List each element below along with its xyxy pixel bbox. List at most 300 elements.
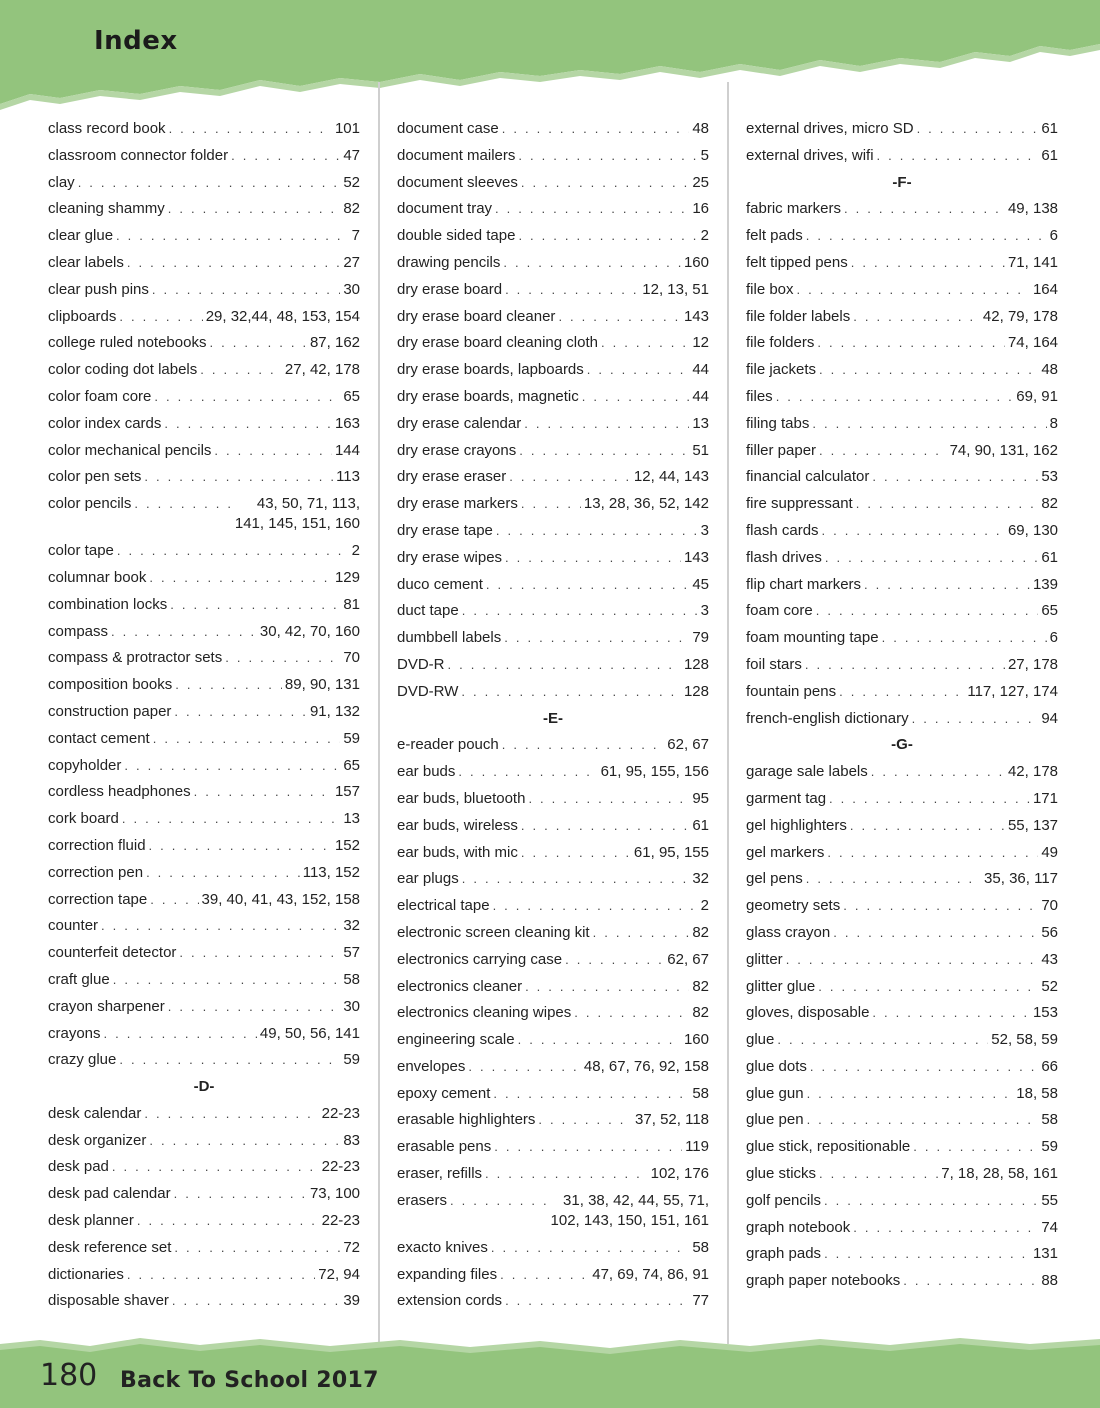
entry-pages: 82 bbox=[692, 923, 709, 941]
dot-leader bbox=[494, 1134, 682, 1161]
entry-term: clear labels bbox=[48, 253, 124, 271]
dot-leader bbox=[448, 652, 681, 679]
index-entry bbox=[746, 840, 1058, 867]
entry-pages: 61 bbox=[1041, 146, 1058, 164]
dot-leader bbox=[822, 518, 1005, 545]
index-entry bbox=[48, 1101, 360, 1128]
index-entry bbox=[397, 143, 709, 170]
entry-term: dry erase eraser bbox=[397, 468, 507, 486]
index-entry bbox=[746, 143, 1058, 170]
entry-term: compass & protractor sets bbox=[48, 649, 223, 667]
entry-pages: 22-23 bbox=[321, 1212, 360, 1230]
dot-leader bbox=[168, 196, 341, 223]
entry-term: electrical tape bbox=[397, 897, 490, 915]
index-entry bbox=[48, 116, 360, 143]
index-entry bbox=[746, 1027, 1058, 1054]
entry-pages: 55 bbox=[1041, 1191, 1058, 1209]
index-entry bbox=[397, 813, 709, 840]
entry-term: dry erase board bbox=[397, 280, 503, 298]
index-entry bbox=[746, 652, 1058, 679]
dot-leader bbox=[486, 572, 689, 599]
entry-pages: 65 bbox=[1041, 602, 1058, 620]
entry-term: DVD-RW bbox=[397, 682, 459, 700]
dot-leader bbox=[179, 940, 340, 967]
index-entry bbox=[397, 732, 709, 759]
entry-pages: 7 bbox=[351, 227, 360, 245]
dot-leader bbox=[104, 1021, 257, 1048]
entry-term: craft glue bbox=[48, 970, 110, 988]
entry-term: eraser, refills bbox=[397, 1165, 483, 1183]
index-entry bbox=[48, 223, 360, 250]
dot-leader bbox=[818, 974, 1038, 1001]
entry-pages: 74, 164 bbox=[1007, 334, 1058, 352]
entry-pages: 65 bbox=[343, 756, 360, 774]
entry-term: contact cement bbox=[48, 729, 150, 747]
dot-leader bbox=[231, 143, 340, 170]
dot-leader bbox=[493, 893, 698, 920]
entry-term: correction pen bbox=[48, 863, 144, 881]
dot-leader bbox=[164, 411, 332, 438]
entry-pages: 57 bbox=[343, 944, 360, 962]
entry-term: double sided tape bbox=[397, 227, 516, 245]
dot-leader bbox=[521, 840, 631, 867]
dot-leader bbox=[150, 887, 198, 914]
entry-term: fabric markers bbox=[746, 200, 842, 218]
index-entry bbox=[746, 625, 1058, 652]
entry-term: cork board bbox=[48, 810, 119, 828]
entry-term: copyholder bbox=[48, 756, 122, 774]
dot-leader bbox=[113, 967, 341, 994]
entry-term: duco cement bbox=[397, 575, 483, 593]
entry-term: felt pads bbox=[746, 227, 803, 245]
entry-pages: 94 bbox=[1041, 709, 1058, 727]
section-heading: -E- bbox=[543, 709, 563, 727]
entry-term: color coding dot labels bbox=[48, 361, 198, 379]
entry-term: dry erase markers bbox=[397, 495, 518, 513]
entry-term: correction fluid bbox=[48, 836, 146, 854]
entry-pages: 13 bbox=[343, 810, 360, 828]
dot-leader bbox=[519, 438, 689, 465]
entry-pages: 95 bbox=[692, 789, 709, 807]
entry-pages: 49, 138 bbox=[1007, 200, 1058, 218]
index-entry bbox=[746, 491, 1058, 518]
entry-term: electronics carrying case bbox=[397, 950, 563, 968]
dot-leader bbox=[112, 1154, 319, 1181]
page-number: 180 bbox=[40, 1358, 98, 1393]
entry-pages: 27, 178 bbox=[1007, 655, 1058, 673]
dot-leader bbox=[174, 699, 307, 726]
entry-term: flash cards bbox=[746, 521, 819, 539]
index-entry bbox=[48, 196, 360, 223]
index-entry bbox=[397, 1000, 709, 1027]
index-column-3 bbox=[746, 116, 1058, 1295]
index-entry bbox=[48, 672, 360, 699]
entry-term: garment tag bbox=[746, 789, 827, 807]
dot-leader bbox=[582, 384, 690, 411]
dot-leader bbox=[154, 384, 340, 411]
entry-pages: 70 bbox=[343, 649, 360, 667]
dot-leader bbox=[574, 1000, 689, 1027]
index-entry bbox=[397, 304, 709, 331]
entry-term: flash drives bbox=[746, 548, 822, 566]
index-entry bbox=[397, 1081, 709, 1108]
index-entry bbox=[48, 464, 360, 491]
dot-leader bbox=[805, 652, 1005, 679]
dot-leader bbox=[807, 1107, 1039, 1134]
entry-term: ear buds, bluetooth bbox=[397, 789, 526, 807]
index-entry bbox=[48, 143, 360, 170]
index-entry bbox=[397, 1235, 709, 1262]
index-entry bbox=[48, 860, 360, 887]
entry-term: correction tape bbox=[48, 890, 148, 908]
dot-leader bbox=[810, 1054, 1038, 1081]
index-entry bbox=[397, 598, 709, 625]
dot-leader bbox=[786, 947, 1039, 974]
entry-pages: 31, 38, 42, 44, 55, 71, 102, 143, 150, 151, 161 bbox=[550, 1191, 709, 1229]
index-entry bbox=[48, 565, 360, 592]
entry-term: disposable shaver bbox=[48, 1292, 169, 1310]
dot-leader bbox=[146, 860, 300, 887]
index-entry bbox=[397, 1288, 709, 1315]
dot-leader bbox=[144, 464, 333, 491]
dot-leader bbox=[871, 759, 1005, 786]
entry-pages: 62, 67 bbox=[667, 950, 709, 968]
index-entry bbox=[48, 491, 360, 538]
entry-pages: 65 bbox=[343, 387, 360, 405]
index-entry bbox=[746, 304, 1058, 331]
dot-leader bbox=[127, 1262, 315, 1289]
entry-pages: 43, 50, 71, 113, 141, 145, 151, 160 bbox=[234, 495, 360, 533]
dot-leader bbox=[462, 866, 690, 893]
dot-leader bbox=[149, 1128, 340, 1155]
entry-pages: 61, 95, 155 bbox=[633, 843, 709, 861]
entry-pages: 143 bbox=[683, 548, 709, 566]
entry-term: dry erase crayons bbox=[397, 441, 517, 459]
index-entry bbox=[746, 1215, 1058, 1242]
entry-term: ear buds bbox=[397, 763, 456, 781]
entry-term: flip chart markers bbox=[746, 575, 862, 593]
entry-term: epoxy cement bbox=[397, 1084, 491, 1102]
index-entry bbox=[746, 464, 1058, 491]
entry-term: garage sale labels bbox=[746, 763, 868, 781]
entry-term: foam core bbox=[746, 602, 813, 620]
index-entry bbox=[746, 866, 1058, 893]
index-entry bbox=[397, 893, 709, 920]
entry-pages: 22-23 bbox=[321, 1158, 360, 1176]
header-band bbox=[0, 0, 1100, 120]
dot-leader bbox=[601, 330, 689, 357]
entry-pages: 52 bbox=[343, 173, 360, 191]
entry-pages: 32 bbox=[692, 870, 709, 888]
entry-term: ear buds, wireless bbox=[397, 816, 518, 834]
entry-term: classroom connector folder bbox=[48, 146, 229, 164]
entry-pages: 153 bbox=[1032, 1004, 1058, 1022]
index-entry bbox=[746, 411, 1058, 438]
index-entry bbox=[746, 813, 1058, 840]
index-entry bbox=[397, 1134, 709, 1161]
entry-term: clipboards bbox=[48, 307, 117, 325]
dot-leader bbox=[853, 304, 980, 331]
entry-term: document sleeves bbox=[397, 173, 518, 191]
index-entry bbox=[48, 1128, 360, 1155]
dot-leader bbox=[505, 277, 639, 304]
index-entry bbox=[397, 1107, 709, 1134]
entry-pages: 8 bbox=[1049, 414, 1058, 432]
entry-pages: 12 bbox=[692, 334, 709, 352]
index-entry bbox=[397, 491, 709, 518]
entry-pages: 62, 67 bbox=[667, 736, 709, 754]
index-entry bbox=[48, 699, 360, 726]
entry-pages: 82 bbox=[343, 200, 360, 218]
dot-leader bbox=[496, 518, 698, 545]
index-entry bbox=[746, 518, 1058, 545]
entry-pages: 102, 176 bbox=[650, 1165, 709, 1183]
entry-term: glass crayon bbox=[746, 923, 831, 941]
entry-pages: 58 bbox=[692, 1238, 709, 1256]
index-entry bbox=[48, 330, 360, 357]
dot-leader bbox=[101, 913, 340, 940]
dot-leader bbox=[137, 1208, 319, 1235]
entry-term: dry erase boards, magnetic bbox=[397, 387, 579, 405]
dot-leader bbox=[538, 1107, 632, 1134]
dot-leader bbox=[509, 464, 631, 491]
entry-term: ear plugs bbox=[397, 870, 459, 888]
entry-term: external drives, micro SD bbox=[746, 120, 914, 137]
dot-leader bbox=[122, 806, 340, 833]
dot-leader bbox=[153, 726, 341, 753]
entry-term: dry erase board cleaning cloth bbox=[397, 334, 598, 352]
entry-term: crayons bbox=[48, 1024, 101, 1042]
entry-term: envelopes bbox=[397, 1057, 466, 1075]
entry-term: glue pen bbox=[746, 1111, 804, 1129]
entry-pages: 71, 141 bbox=[1007, 253, 1058, 271]
entry-term: columnar book bbox=[48, 568, 147, 586]
dot-leader bbox=[78, 170, 341, 197]
entry-term: e-reader pouch bbox=[397, 736, 499, 754]
index-entry bbox=[397, 223, 709, 250]
dot-leader bbox=[819, 438, 947, 465]
index-entry bbox=[746, 250, 1058, 277]
index-entry bbox=[746, 947, 1058, 974]
dot-leader bbox=[827, 840, 1038, 867]
index-entry bbox=[397, 116, 709, 143]
entry-pages: 44 bbox=[692, 387, 709, 405]
index-entry bbox=[397, 840, 709, 867]
index-entry bbox=[48, 1047, 360, 1074]
entry-pages: 53 bbox=[1041, 468, 1058, 486]
entry-term: exacto knives bbox=[397, 1238, 488, 1256]
dot-leader bbox=[200, 357, 282, 384]
index-entry bbox=[397, 679, 709, 706]
dot-leader bbox=[903, 1268, 1038, 1295]
entry-pages: 32 bbox=[343, 917, 360, 935]
index-entry bbox=[746, 1188, 1058, 1215]
entry-pages: 74, 90, 131, 162 bbox=[949, 441, 1058, 459]
entry-pages: 39, 40, 41, 43, 152, 158 bbox=[201, 890, 360, 908]
dot-leader bbox=[565, 947, 664, 974]
index-entry bbox=[48, 726, 360, 753]
entry-term: graph pads bbox=[746, 1245, 822, 1263]
entry-pages: 48, 67, 76, 92, 158 bbox=[583, 1057, 709, 1075]
dot-leader bbox=[495, 196, 689, 223]
entry-term: color foam core bbox=[48, 387, 152, 405]
entry-term: clay bbox=[48, 173, 75, 191]
index-entry bbox=[48, 994, 360, 1021]
entry-term: gel highlighters bbox=[746, 816, 847, 834]
index-entry bbox=[48, 592, 360, 619]
dot-leader bbox=[174, 1181, 307, 1208]
index-column-1 bbox=[48, 116, 360, 1315]
dot-leader bbox=[134, 491, 232, 518]
entry-term: DVD-R bbox=[397, 655, 445, 673]
index-entry bbox=[48, 913, 360, 940]
entry-pages: 171 bbox=[1032, 789, 1058, 807]
index-entry bbox=[48, 887, 360, 914]
index-entry bbox=[48, 1262, 360, 1289]
entry-pages: 42, 79, 178 bbox=[982, 307, 1058, 325]
dot-leader bbox=[119, 1047, 340, 1074]
dot-leader bbox=[174, 1235, 340, 1262]
entry-term: desk pad calendar bbox=[48, 1185, 171, 1203]
entry-pages: 61 bbox=[692, 816, 709, 834]
entry-term: file box bbox=[746, 280, 794, 298]
dot-leader bbox=[168, 994, 341, 1021]
dot-leader bbox=[825, 545, 1038, 572]
entry-pages: 49 bbox=[1041, 843, 1058, 861]
index-entry bbox=[397, 384, 709, 411]
entry-term: file folder labels bbox=[746, 307, 851, 325]
entry-pages: 69, 91 bbox=[1016, 387, 1058, 405]
entry-pages: 13, 28, 36, 52, 142 bbox=[583, 495, 709, 513]
entry-pages: 30, 42, 70, 160 bbox=[259, 622, 360, 640]
entry-term: construction paper bbox=[48, 702, 172, 720]
dot-leader bbox=[864, 572, 1030, 599]
entry-pages: 48 bbox=[692, 120, 709, 137]
entry-term: gel pens bbox=[746, 870, 803, 888]
index-entry bbox=[48, 833, 360, 860]
index-entry bbox=[48, 806, 360, 833]
entry-term: file jackets bbox=[746, 361, 817, 379]
dot-leader bbox=[462, 598, 698, 625]
entry-term: drawing pencils bbox=[397, 253, 501, 271]
dot-leader bbox=[175, 672, 282, 699]
entry-pages: 45 bbox=[692, 575, 709, 593]
entry-pages: 58 bbox=[343, 970, 360, 988]
index-entry bbox=[746, 1134, 1058, 1161]
index-entry bbox=[746, 679, 1058, 706]
entry-pages: 61 bbox=[1041, 120, 1058, 137]
entry-pages: 35, 36, 117 bbox=[984, 870, 1058, 888]
entry-pages: 48 bbox=[1041, 361, 1058, 379]
index-entry bbox=[397, 572, 709, 599]
entry-pages: 72, 94 bbox=[318, 1265, 360, 1283]
dot-leader bbox=[505, 545, 681, 572]
index-entry bbox=[746, 1081, 1058, 1108]
index-entry bbox=[48, 438, 360, 465]
dot-leader bbox=[824, 1241, 1030, 1268]
index-column-2 bbox=[397, 116, 709, 1315]
entry-term: desk planner bbox=[48, 1212, 134, 1230]
entry-pages: 6 bbox=[1049, 227, 1058, 245]
dot-leader bbox=[843, 893, 1038, 920]
entry-term: dictionaries bbox=[48, 1265, 124, 1283]
dot-leader bbox=[505, 1288, 689, 1315]
entry-term: fountain pens bbox=[746, 682, 837, 700]
index-entry bbox=[48, 753, 360, 780]
dot-leader bbox=[117, 538, 349, 565]
entry-pages: 160 bbox=[683, 1031, 709, 1049]
dot-leader bbox=[829, 786, 1030, 813]
entry-pages: 47, 69, 74, 86, 91 bbox=[592, 1265, 709, 1283]
index-entry bbox=[48, 411, 360, 438]
entry-pages: 56 bbox=[1041, 923, 1058, 941]
entry-pages: 49, 50, 56, 141 bbox=[259, 1024, 360, 1042]
entry-term: french-english dictionary bbox=[746, 709, 909, 727]
entry-pages: 88 bbox=[1041, 1272, 1058, 1290]
entry-pages: 22-23 bbox=[321, 1104, 360, 1122]
entry-term: dry erase tape bbox=[397, 521, 493, 539]
page-title: Index bbox=[94, 26, 178, 56]
entry-pages: 79 bbox=[692, 629, 709, 647]
dot-leader bbox=[806, 866, 981, 893]
entry-pages: 119 bbox=[685, 1138, 709, 1156]
entry-pages: 69, 130 bbox=[1007, 521, 1058, 539]
index-entry bbox=[397, 625, 709, 652]
section-heading: -G- bbox=[891, 736, 913, 754]
entry-term: geometry sets bbox=[746, 897, 841, 915]
dot-leader bbox=[209, 330, 307, 357]
index-entry bbox=[397, 330, 709, 357]
index-entry bbox=[397, 947, 709, 974]
entry-pages: 27 bbox=[343, 253, 360, 271]
index-entry bbox=[746, 893, 1058, 920]
index-entry bbox=[397, 920, 709, 947]
entry-pages: 59 bbox=[343, 1051, 360, 1069]
entry-term: dry erase boards, lapboards bbox=[397, 361, 584, 379]
entry-pages: 27, 42, 178 bbox=[284, 361, 360, 379]
dot-leader bbox=[587, 357, 690, 384]
dot-leader bbox=[225, 645, 340, 672]
dot-leader bbox=[172, 1288, 340, 1315]
entry-pages: 7, 18, 28, 58, 161 bbox=[941, 1165, 1058, 1183]
index-entry bbox=[48, 967, 360, 994]
index-entry bbox=[746, 572, 1058, 599]
index-entry bbox=[397, 1188, 709, 1235]
entry-term: files bbox=[746, 387, 773, 405]
index-entry bbox=[397, 518, 709, 545]
dot-leader bbox=[521, 491, 581, 518]
entry-term: golf pencils bbox=[746, 1191, 822, 1209]
index-entry bbox=[48, 1154, 360, 1181]
entry-term: gel markers bbox=[746, 843, 825, 861]
entry-pages: 61, 95, 155, 156 bbox=[600, 763, 709, 781]
dot-leader bbox=[844, 196, 1005, 223]
column-divider bbox=[378, 82, 380, 1344]
entry-term: foil stars bbox=[746, 655, 802, 673]
dot-leader bbox=[816, 598, 1039, 625]
entry-pages: 25 bbox=[692, 173, 709, 191]
dot-leader bbox=[819, 1161, 938, 1188]
index-entry bbox=[397, 652, 709, 679]
index-entry bbox=[48, 1021, 360, 1048]
index-entry bbox=[397, 974, 709, 1001]
dot-leader bbox=[169, 116, 332, 143]
entry-term: color tape bbox=[48, 542, 114, 560]
entry-pages: 152 bbox=[334, 836, 360, 854]
entry-pages: 101 bbox=[334, 120, 360, 137]
entry-pages: 12, 44, 143 bbox=[633, 468, 709, 486]
entry-pages: 81 bbox=[343, 595, 360, 613]
